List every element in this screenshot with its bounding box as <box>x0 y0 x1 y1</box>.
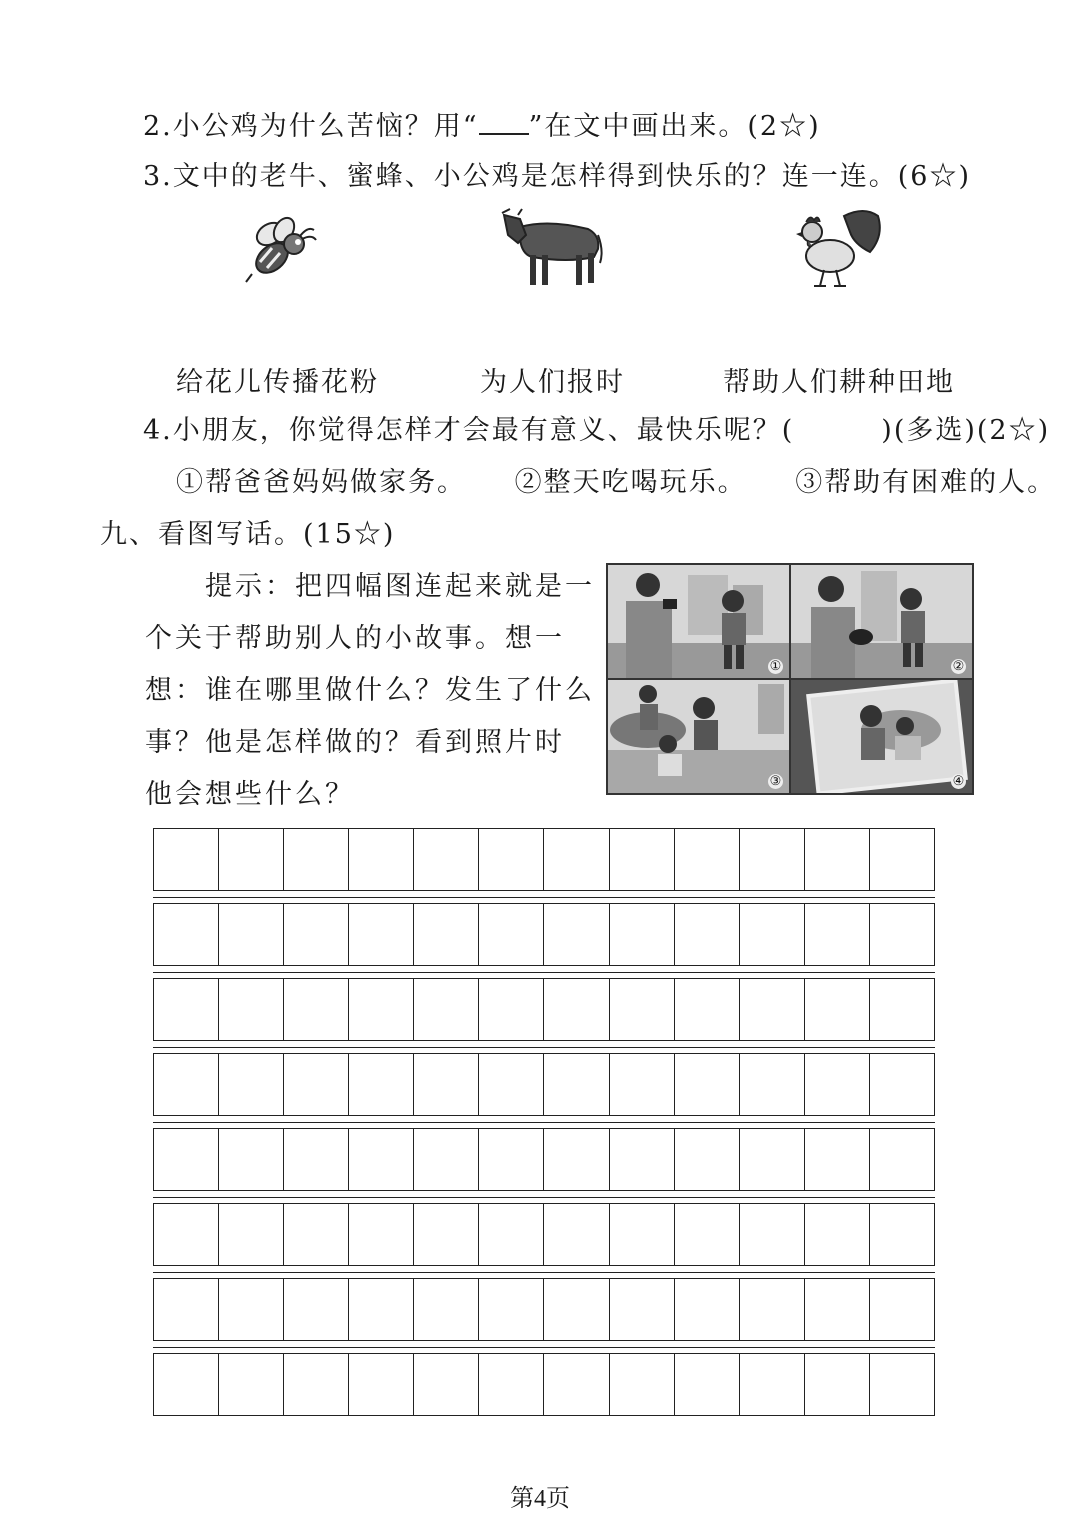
writing-cell[interactable] <box>479 829 544 890</box>
writing-cell[interactable] <box>870 1054 934 1115</box>
writing-cell[interactable] <box>610 1204 675 1265</box>
writing-cell[interactable] <box>349 1054 414 1115</box>
hint-line: 事？他是怎样做的？看到照片时 <box>145 727 565 758</box>
writing-cell[interactable] <box>870 1204 934 1265</box>
writing-cell[interactable] <box>805 1204 870 1265</box>
writing-cell[interactable] <box>610 1354 675 1415</box>
writing-cell[interactable] <box>544 1204 609 1265</box>
writing-cell[interactable] <box>805 1354 870 1415</box>
grid-row <box>153 1203 935 1266</box>
writing-cell[interactable] <box>219 1204 284 1265</box>
writing-cell[interactable] <box>414 1204 479 1265</box>
writing-cell[interactable] <box>414 1054 479 1115</box>
writing-cell[interactable] <box>284 1054 349 1115</box>
rooster-icon <box>794 206 886 290</box>
writing-cell[interactable] <box>219 904 284 965</box>
writing-cell[interactable] <box>154 829 219 890</box>
grid-row <box>153 1053 935 1116</box>
choice-2: ②整天吃喝玩乐。 <box>514 467 747 498</box>
writing-cell[interactable] <box>805 1054 870 1115</box>
writing-cell[interactable] <box>479 1354 544 1415</box>
writing-cell[interactable] <box>349 904 414 965</box>
writing-cell[interactable] <box>154 1354 219 1415</box>
question-2 <box>143 104 821 143</box>
hint-line: 个关于帮助别人的小故事。想一 <box>145 623 565 654</box>
writing-cell[interactable] <box>675 1204 740 1265</box>
writing-cell[interactable] <box>154 904 219 965</box>
writing-cell[interactable] <box>610 979 675 1040</box>
writing-cell[interactable] <box>349 979 414 1040</box>
writing-cell[interactable] <box>675 1279 740 1340</box>
match-option-plow-fields: 帮助人们耕种田地 <box>723 367 955 398</box>
writing-cell[interactable] <box>740 1279 805 1340</box>
match-option-announce-time: 为人们报时 <box>480 367 625 398</box>
writing-cell[interactable] <box>740 979 805 1040</box>
bee-icon <box>238 212 318 286</box>
writing-cell[interactable] <box>610 1054 675 1115</box>
panel-number: ④ <box>952 774 965 789</box>
grid-row <box>153 903 935 966</box>
hint-line: 他会想些什么？ <box>145 779 355 810</box>
writing-cell[interactable] <box>414 1354 479 1415</box>
writing-cell[interactable] <box>154 1279 219 1340</box>
writing-cell[interactable] <box>154 979 219 1040</box>
writing-cell[interactable] <box>219 829 284 890</box>
writing-cell[interactable] <box>414 1279 479 1340</box>
writing-cell[interactable] <box>870 904 934 965</box>
writing-cell[interactable] <box>870 1354 934 1415</box>
cow-icon <box>498 205 606 289</box>
writing-cell[interactable] <box>414 829 479 890</box>
writing-cell[interactable] <box>414 979 479 1040</box>
writing-cell[interactable] <box>284 829 349 890</box>
question-3: 3.文中的老牛、蜜蜂、小公鸡是怎样得到快乐的？连一连。(6☆) <box>143 161 972 192</box>
grid-row <box>153 1278 935 1341</box>
comic-strip <box>606 563 974 795</box>
comic-panel-3 <box>608 680 789 793</box>
writing-cell[interactable] <box>479 1204 544 1265</box>
writing-cell[interactable] <box>284 1279 349 1340</box>
panel-number: ③ <box>769 774 782 789</box>
page-number: 第4页 <box>510 1486 570 1512</box>
match-option-pollinate: 给花儿传播花粉 <box>176 367 379 398</box>
hint-line: 提示：把四幅图连起来就是一 <box>205 571 595 602</box>
question-4: 4.小朋友，你觉得怎样才会最有意义、最快乐呢？( )(多选)(2☆) <box>143 415 1051 446</box>
grid-row <box>153 1353 935 1416</box>
writing-cell[interactable] <box>154 1129 219 1190</box>
writing-cell[interactable] <box>805 904 870 965</box>
writing-cell[interactable] <box>610 829 675 890</box>
writing-cell[interactable] <box>544 829 609 890</box>
writing-cell[interactable] <box>740 829 805 890</box>
writing-cell[interactable] <box>284 904 349 965</box>
writing-cell[interactable] <box>219 979 284 1040</box>
writing-cell[interactable] <box>479 1129 544 1190</box>
writing-cell[interactable] <box>675 829 740 890</box>
hint-line: 想：谁在哪里做什么？发生了什么 <box>145 675 595 706</box>
writing-cell[interactable] <box>154 1054 219 1115</box>
writing-cell[interactable] <box>870 1129 934 1190</box>
comic-panel-2 <box>791 565 972 678</box>
writing-cell[interactable] <box>349 829 414 890</box>
writing-cell[interactable] <box>479 1279 544 1340</box>
writing-grid <box>153 828 935 1428</box>
writing-cell[interactable] <box>544 1354 609 1415</box>
writing-cell[interactable] <box>675 1354 740 1415</box>
writing-cell[interactable] <box>544 1279 609 1340</box>
writing-cell[interactable] <box>675 1129 740 1190</box>
question-2-text-end: ”在文中画出来。(2☆) <box>528 111 821 142</box>
writing-cell[interactable] <box>284 979 349 1040</box>
grid-row <box>153 828 935 891</box>
writing-cell[interactable] <box>349 1204 414 1265</box>
writing-cell[interactable] <box>479 904 544 965</box>
writing-cell[interactable] <box>544 1129 609 1190</box>
writing-cell[interactable] <box>675 1054 740 1115</box>
writing-cell[interactable] <box>284 1204 349 1265</box>
writing-cell[interactable] <box>805 979 870 1040</box>
comic-panel-4 <box>791 680 972 793</box>
writing-cell[interactable] <box>610 1279 675 1340</box>
writing-cell[interactable] <box>349 1279 414 1340</box>
writing-cell[interactable] <box>284 1354 349 1415</box>
writing-cell[interactable] <box>740 1129 805 1190</box>
writing-cell[interactable] <box>284 1129 349 1190</box>
panel-number: ① <box>769 659 782 674</box>
writing-cell[interactable] <box>870 829 934 890</box>
section-9-title: 九、看图写话。(15☆) <box>100 519 396 550</box>
writing-cell[interactable] <box>414 1129 479 1190</box>
writing-cell[interactable] <box>219 1129 284 1190</box>
writing-cell[interactable] <box>805 829 870 890</box>
writing-cell[interactable] <box>870 979 934 1040</box>
writing-cell[interactable] <box>219 1354 284 1415</box>
writing-cell[interactable] <box>610 904 675 965</box>
panel-number: ② <box>952 659 965 674</box>
writing-cell[interactable] <box>675 979 740 1040</box>
writing-cell[interactable] <box>675 904 740 965</box>
writing-cell[interactable] <box>349 1354 414 1415</box>
writing-cell[interactable] <box>740 1054 805 1115</box>
writing-cell[interactable] <box>349 1129 414 1190</box>
writing-cell[interactable] <box>154 1204 219 1265</box>
question-4-choices <box>176 460 1080 499</box>
grid-row <box>153 1128 935 1191</box>
writing-cell[interactable] <box>219 1054 284 1115</box>
choice-1: ①帮爸爸妈妈做家务。 <box>176 467 466 498</box>
writing-cell[interactable] <box>805 1279 870 1340</box>
writing-cell[interactable] <box>870 1279 934 1340</box>
writing-cell[interactable] <box>740 1204 805 1265</box>
grid-row <box>153 978 935 1041</box>
underline-blank <box>479 111 529 135</box>
writing-cell[interactable] <box>740 1354 805 1415</box>
writing-cell[interactable] <box>740 904 805 965</box>
comic-panel-1 <box>608 565 789 678</box>
writing-cell[interactable] <box>544 904 609 965</box>
choice-3: ③帮助有困难的人。 <box>795 467 1057 498</box>
writing-cell[interactable] <box>544 1054 609 1115</box>
writing-cell[interactable] <box>479 979 544 1040</box>
writing-cell[interactable] <box>219 1279 284 1340</box>
writing-cell[interactable] <box>544 979 609 1040</box>
writing-cell[interactable] <box>610 1129 675 1190</box>
question-2-text: 2.小公鸡为什么苦恼？用“ <box>143 111 479 142</box>
writing-cell[interactable] <box>479 1054 544 1115</box>
writing-cell[interactable] <box>805 1129 870 1190</box>
writing-cell[interactable] <box>414 904 479 965</box>
